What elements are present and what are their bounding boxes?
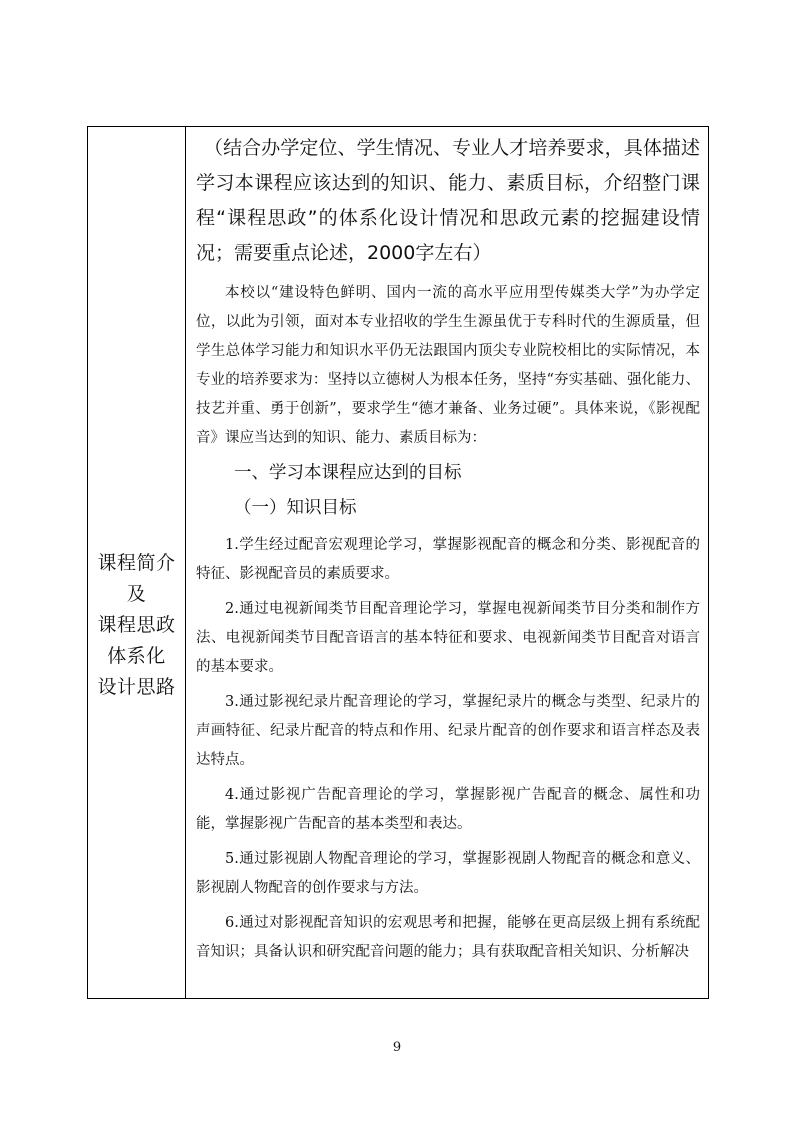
knowledge-goal-item: 5.通过影视剧人物配音理论的学习，掌握影视剧人物配音的概念和意义、影视剧人物配音的创作要求与方法。 (196, 851, 700, 896)
section-label-cell (88, 127, 186, 998)
knowledge-goal-item: 2.通过电视新闻类节目配音理论学习，掌握电视新闻类节目分类和制作方法、电视新闻类节目配音语言的基本特征和要求、电视新闻类节目配音对语言的基本要求。 (196, 601, 700, 675)
section-heading: 一、学习本课程应达到的目标 (234, 463, 462, 483)
knowledge-goal-item: 6.通过对影视配音知识的宏观思考和把握，能够在更高层级上拥有系统配音知识；具备认识和研究配音问题的能力；具有获取配音相关知识、分析解决 (196, 915, 700, 960)
course-design-table (87, 126, 709, 999)
knowledge-goal-item: 3.通过影视纪录片配音理论的学习，掌握纪录片的概念与类型、纪录片的声画特征、纪录片配音的特点和作用、纪录片配音的创作要求和语言样态及表达特点。 (196, 694, 700, 768)
knowledge-goal-item: 4.通过影视广告配音理论的学习，掌握影视广告配音的概念、属性和功能，掌握影视广告配音的基本类型和表达。 (196, 787, 700, 832)
section-label-line: 及 (126, 582, 147, 605)
section-label-line: 课程思政 (97, 613, 176, 636)
knowledge-goal-item: 1.学生经过配音宏观理论学习，掌握影视配音的概念和分类、影视配音的特征、影视配音员的素质要求。 (196, 537, 700, 582)
section-label-line: 设计思路 (97, 675, 176, 698)
page-number: 9 (392, 1040, 402, 1055)
section-content-cell (186, 127, 708, 998)
intro-paragraph: 本校以“建设特色鲜明、国内一流的高水平应用型传媒类大学”为办学定位，以此为引领，面对本专业招收的学生生源虽优于专科时代的生源质量，但学生总体学习能力和知识水平仍无法跟国内顶尖专业院校相比的实际情况，本专业的培养要求为：坚持以立德树人为根本任务，坚持“夯实基础、强化能力、技艺并重、勇于创新”，要求学生“德才兼备、业务过硬”。具体来说，《影视配音》课应当达到的知识、能力、素质目标为： (196, 285, 700, 446)
section-label-line: 体系化 (107, 644, 166, 667)
instruction-note: （结合办学定位、学生情况、专业人才培养要求，具体描述学习本课程应该达到的知识、能力、素质目标，介绍整门课程“课程思政”的体系化设计情况和思政元素的挖掘建设情况；需要重点论述，2000字左右） (196, 137, 700, 264)
subsection-heading: （一）知识目标 (234, 498, 357, 518)
section-label-line: 课程简介 (97, 551, 176, 574)
